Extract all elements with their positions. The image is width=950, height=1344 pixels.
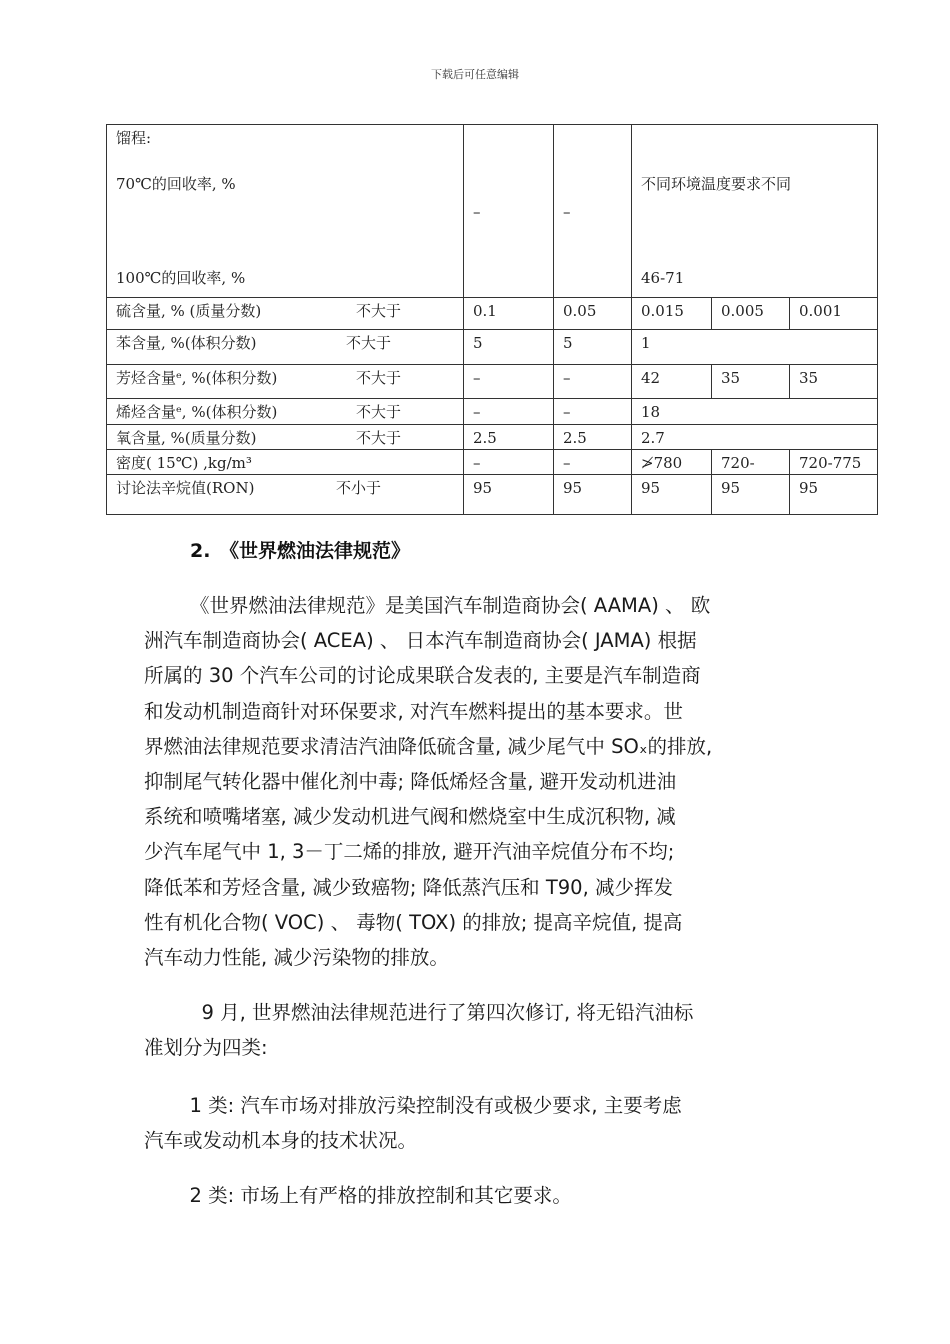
page-header: 下载后可任意编辑 <box>431 68 519 81</box>
table-row <box>107 298 878 330</box>
row-name: 芳烃含量ᵉ, %(体积分数) <box>116 369 278 387</box>
table-cell: 0.001 <box>790 298 878 330</box>
table-cell: 95 <box>790 475 878 515</box>
distillation-col4 <box>632 125 878 298</box>
paragraph-revision <box>144 995 824 1065</box>
table-cell: 2.7 <box>632 425 878 450</box>
distillation-note: 不同环境温度要求不同 <box>641 175 792 193</box>
row-name: 讨论法辛烷值(RON) <box>116 479 255 497</box>
row-limit: 不大于 <box>356 429 402 447</box>
table-cell: 0.005 <box>712 298 790 330</box>
paragraph-intro <box>144 588 824 975</box>
text-line: 性有机化合物( VOC) 、 毒物( TOX) 的排放; 提高辛烷值, 提高 <box>144 910 683 934</box>
table-cell: – <box>464 399 554 425</box>
text-line: 《世界燃油法律规范》是美国汽车制造商协会( AAMA) 、 欧 <box>190 594 711 617</box>
table-cell: 5 <box>464 330 554 365</box>
table-cell: 0.1 <box>464 298 554 330</box>
table-row <box>107 425 878 450</box>
table-cell: 42 <box>632 365 712 399</box>
text-line: 准划分为四类: <box>144 1036 268 1060</box>
table-cell: 2.5 <box>554 425 632 450</box>
table-cell: 0.05 <box>554 298 632 330</box>
table-cell: 95 <box>464 475 554 515</box>
text-line: 界燃油法律规范要求清洁汽油降低硫含量, 减少尾气中 SOₓ的排放, <box>144 734 713 758</box>
distillation-col2: – <box>464 125 554 298</box>
section-title: 2. 《世界燃油法律规范》 <box>190 540 410 562</box>
distillation-title: 馏程: <box>116 129 152 147</box>
row-limit: 不小于 <box>336 479 382 497</box>
table-cell: 0.015 <box>632 298 712 330</box>
paragraph-class2 <box>144 1178 824 1213</box>
table-cell: 5 <box>554 330 632 365</box>
table-cell: ≯780 <box>632 450 712 475</box>
table-row <box>107 450 878 475</box>
row-name: 烯烃含量ᵉ, %(体积分数) <box>116 403 278 421</box>
text-line: 和发动机制造商针对环保要求, 对汽车燃料提出的基本要求。世 <box>144 699 683 723</box>
row-limit: 不大于 <box>346 334 392 352</box>
text-line: 少汽车尾气中 1, 3－丁二烯的排放, 避开汽油辛烷值分布不均; <box>144 840 675 864</box>
row-limit: 不大于 <box>356 369 402 387</box>
table-cell: – <box>554 450 632 475</box>
table-cell: – <box>464 450 554 475</box>
table-row <box>107 330 878 365</box>
table-row-distillation <box>107 125 878 298</box>
row-limit: 不大于 <box>356 403 402 421</box>
table-cell: 18 <box>632 399 878 425</box>
text-line: 系统和喷嘴堵塞, 减少发动机进气阀和燃烧室中生成沉积物, 减 <box>144 805 676 829</box>
table-cell: 95 <box>712 475 790 515</box>
distillation-label-cell <box>107 125 464 298</box>
table-cell: 95 <box>632 475 712 515</box>
table-cell: 35 <box>712 365 790 399</box>
text-line: 抑制尾气转化器中催化剂中毒; 降低烯烃含量, 避开发动机进油 <box>144 770 677 794</box>
text-line: 降低苯和芳烃含量, 减少致癌物; 降低蒸汽压和 T90, 减少挥发 <box>144 875 673 899</box>
distillation-col3: – <box>554 125 632 298</box>
row-name: 氧含量, %(质量分数) <box>116 429 257 447</box>
text-line: 汽车或发动机本身的技术状况。 <box>144 1129 418 1153</box>
table-row <box>107 399 878 425</box>
row-name: 苯含量, %(体积分数) <box>116 334 257 352</box>
table-cell: 1 <box>632 330 878 365</box>
text-line: 汽车动力性能, 减少污染物的排放。 <box>144 946 449 970</box>
distillation-range: 46-71 <box>641 269 685 287</box>
text-line: 洲汽车制造商协会( ACEA) 、 日本汽车制造商协会( JAMA) 根据 <box>144 629 697 653</box>
row-name: 密度( 15℃) ,kg/m³ <box>116 454 252 472</box>
table-row <box>107 365 878 399</box>
text-line: 2 类: 市场上有严格的排放控制和其它要求。 <box>170 1184 572 1207</box>
table-cell: 720-775 <box>790 450 878 475</box>
distillation-70c: 70℃的回收率, % <box>116 175 236 193</box>
table-cell: – <box>554 399 632 425</box>
table-row <box>107 475 878 515</box>
table-cell: 2.5 <box>464 425 554 450</box>
table-cell: 35 <box>790 365 878 399</box>
text-line: 9 月, 世界燃油法律规范进行了第四次修订, 将无铅汽油标 <box>182 1001 694 1024</box>
gasoline-spec-table <box>106 124 878 515</box>
text-line: 1 类: 汽车市场对排放污染控制没有或极少要求, 主要考虑 <box>170 1094 682 1117</box>
table-cell: 95 <box>554 475 632 515</box>
paragraph-class1 <box>144 1088 824 1158</box>
row-limit: 不大于 <box>356 302 402 320</box>
table-cell: 720- <box>712 450 790 475</box>
table-cell: – <box>464 365 554 399</box>
row-name: 硫含量, % (质量分数) <box>116 302 262 320</box>
distillation-100c: 100℃的回收率, % <box>116 269 246 287</box>
text-line: 所属的 30 个汽车公司的讨论成果联合发表的, 主要是汽车制造商 <box>144 664 701 688</box>
table-cell: – <box>554 365 632 399</box>
